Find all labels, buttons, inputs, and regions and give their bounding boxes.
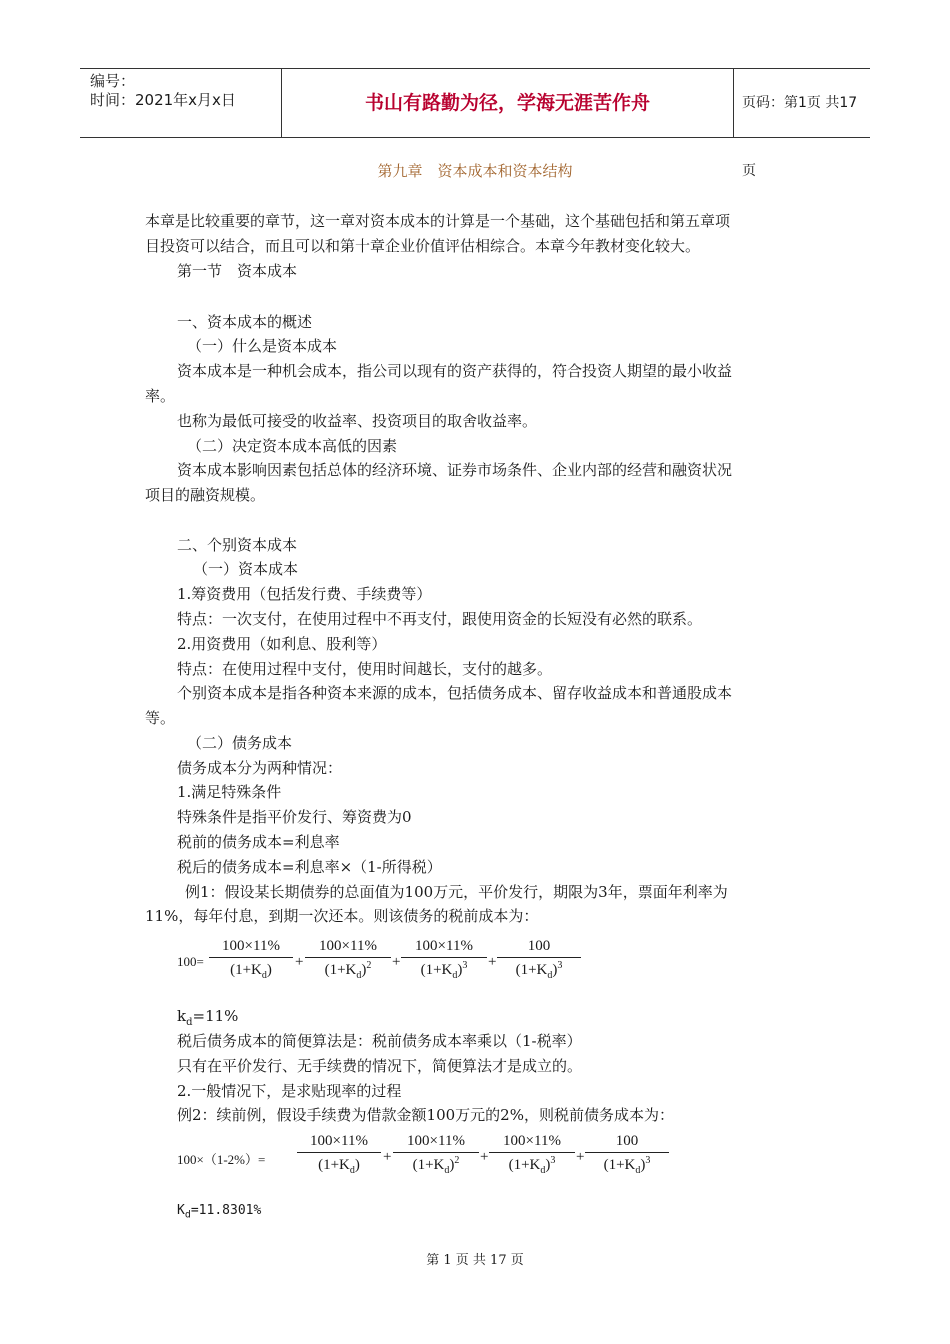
paragraph-line: 税前的债务成本=利息率 (177, 833, 340, 851)
heading: 二、个别资本成本 (177, 536, 298, 554)
formula-term (305, 938, 391, 981)
paragraph-line: 只有在平价发行、无手续费的情况下，简便算法才是成立的。 (177, 1057, 583, 1075)
heading: 一、资本成本的概述 (177, 313, 313, 331)
paragraph-line: $k_d=11\%$ (177, 1007, 239, 1028)
formula-denominator: $(1+K_d)^2$ (412, 1155, 460, 1176)
formula-numerator: 100×11% (209, 938, 293, 958)
paragraph-line: 特殊条件是指平价发行、筹资费为0 (177, 808, 412, 826)
plus-sign: + (392, 954, 401, 970)
formula-numerator: 100 (497, 938, 581, 958)
paragraph-line: 资本成本是一种机会成本，指公司以现有的资产获得的，符合投资人期望的最小收益 (177, 362, 733, 380)
section-heading: 第一节 资本成本 (177, 262, 298, 280)
formula-lhs: 100×（1-2%）= (177, 1152, 266, 1167)
paragraph-line: 特点：在使用过程中支付，使用时间越长，支付的越多。 (177, 660, 553, 678)
formula-example-1 (177, 938, 597, 988)
paragraph-line: 2.用资费用（如利息、股利等） (177, 635, 387, 653)
formula-example-2 (177, 1133, 667, 1183)
formula-numerator: 100×11% (401, 938, 487, 958)
paragraph-line: 税后的债务成本=利息率×（1-所得税） (177, 858, 442, 876)
paragraph-line: 特点：一次支付，在使用过程中不再支付，跟使用资金的长短没有必然的联系。 (177, 610, 703, 628)
paragraph-line: 债务成本分为两种情况： (177, 759, 343, 777)
paragraph-line: 税后债务成本的简便算法是：税前债务成本率乘以（1-税率） (177, 1032, 582, 1050)
paragraph-line: 目投资可以结合，而且可以和第十章企业价值评估相综合。本章今年教材变化较大。 (145, 237, 701, 255)
formula-numerator: 100 (585, 1133, 669, 1153)
header-page-info: 页码：第1页 共17页 (742, 95, 858, 179)
subheading: （一）什么是资本成本 (187, 337, 338, 355)
plus-sign: + (488, 954, 497, 970)
formula-term (209, 938, 293, 981)
formula-term (489, 1133, 575, 1176)
formula-numerator: 100×11% (297, 1133, 381, 1153)
subheading: （二）决定资本成本高低的因素 (187, 437, 398, 455)
formula-term (401, 938, 487, 981)
formula-term (585, 1133, 669, 1176)
formula-lhs: 100= (177, 954, 204, 969)
paragraph-line: 本章是比较重要的章节，这一章对资本成本的计算是一个基础，这个基础包括和第五章项 (145, 212, 731, 230)
formula-denominator: $(1+K_d)$ (230, 962, 272, 981)
formula-term (297, 1133, 381, 1176)
page-footer: 第 1 页 共 17 页 (426, 1253, 524, 1268)
header-info-cell (80, 69, 282, 137)
paragraph-line: 2.一般情况下，是求贴现率的过程 (177, 1082, 402, 1100)
time-label: 时间：2021年x月x日 (90, 91, 236, 109)
formula-numerator: 100×11% (489, 1133, 575, 1153)
header-motto: 书山有路勤为径，学海无涯苦作舟 (282, 69, 734, 137)
paragraph-line: 1.筹资费用（包括发行费、手续费等） (177, 585, 432, 603)
paragraph-line: 等。 (145, 709, 176, 727)
plus-sign: + (576, 1149, 585, 1165)
formula-numerator: 100×11% (305, 938, 391, 958)
plus-sign: + (295, 954, 304, 970)
formula-term (497, 938, 581, 981)
paragraph-line: 率。 (145, 387, 176, 405)
chapter-title: 第九章 资本成本和资本结构 (377, 162, 573, 180)
paragraph-line: 1.满足特殊条件 (177, 783, 282, 801)
plus-sign: + (480, 1149, 489, 1165)
paragraph-line: 个别资本成本是指各种资本来源的成本，包括债务成本、留存收益成本和普通股成本 (177, 684, 733, 702)
formula-denominator: $(1+K_d)^3$ (603, 1155, 651, 1176)
paragraph-line: 例1：假设某长期债券的总面值为100万元，平价发行，期限为3年，票面年利率为 (185, 883, 728, 901)
formula-numerator: 100×11% (393, 1133, 479, 1153)
formula-denominator: $(1+K_d)^2$ (324, 960, 372, 981)
formula-denominator: $(1+K_d)^3$ (508, 1155, 556, 1176)
subheading: （一）资本成本 (193, 560, 299, 578)
formula-denominator: $(1+K_d)^3$ (420, 960, 468, 981)
paragraph-line: 也称为最低可接受的收益率、投资项目的取舍收益率。 (177, 412, 538, 430)
paragraph-line: 资本成本影响因素包括总体的经济环境、证券市场条件、企业内部的经营和融资状况 (177, 461, 733, 479)
serial-label: 编号： (90, 72, 136, 90)
paragraph-line: 11%，每年付息，到期一次还本。则该债务的税前成本为： (145, 907, 539, 925)
paragraph-line: 项目的融资规模。 (145, 486, 266, 504)
formula-denominator: $(1+K_d)$ (318, 1157, 360, 1176)
paragraph-line: 例2：续前例，假设手续费为借款金额100万元的2%，则税前债务成本为： (177, 1106, 674, 1124)
subheading: （二）债务成本 (187, 734, 293, 752)
plus-sign: + (383, 1149, 392, 1165)
paragraph-line: $K_d=11.8301\%$ (177, 1203, 262, 1221)
formula-term (393, 1133, 479, 1176)
formula-denominator: $(1+K_d)^3$ (515, 960, 563, 981)
